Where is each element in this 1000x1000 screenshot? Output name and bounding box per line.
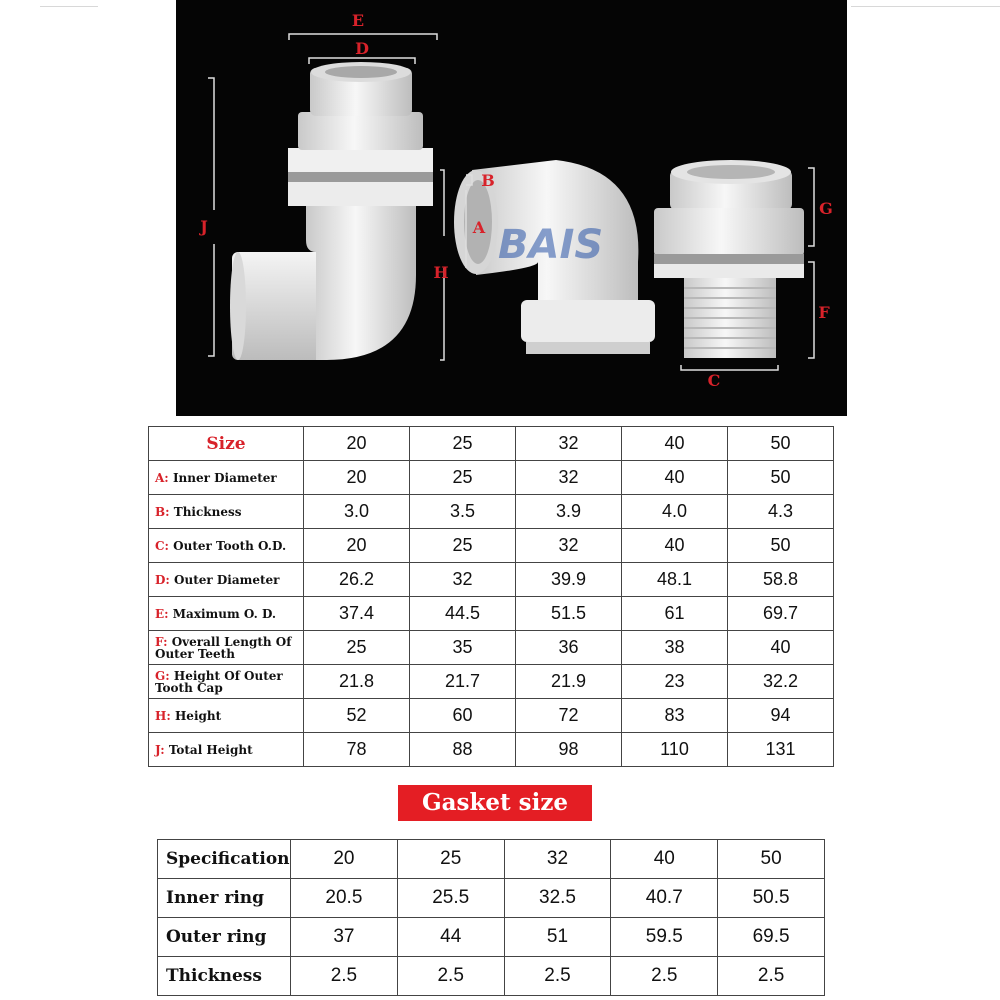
spec-cell: 50: [728, 529, 834, 563]
dim-label-d: D: [355, 39, 369, 58]
dim-label-c: C: [707, 371, 721, 390]
spec-row-label: [149, 699, 304, 733]
spec-name: Height Of Outer Tooth Cap: [155, 668, 283, 695]
spec-cell: 3.5: [410, 495, 516, 529]
gasket-cell: 44: [397, 918, 504, 957]
gasket-cell: 59.5: [611, 918, 718, 957]
gasket-cell: 2.5: [611, 957, 718, 996]
size-header-cell: 40: [622, 427, 728, 461]
spec-row-label: [149, 495, 304, 529]
spec-cell: 38: [622, 631, 728, 665]
spec-cell: 58.8: [728, 563, 834, 597]
spec-cell: 26.2: [304, 563, 410, 597]
gasket-row-label: Outer ring: [158, 918, 291, 957]
spec-cell: 94: [728, 699, 834, 733]
spec-cell: 40: [622, 461, 728, 495]
spec-cell: 37.4: [304, 597, 410, 631]
gasket-cell: 69.5: [718, 918, 825, 957]
spec-row-label: [149, 461, 304, 495]
spec-row-outer-tooth-od: [149, 529, 834, 563]
spec-cell: 21.9: [516, 665, 622, 699]
size-header-label: Size: [149, 427, 304, 461]
dim-label-g: G: [819, 199, 833, 218]
spec-cell: 4.0: [622, 495, 728, 529]
gasket-cell: 40.7: [611, 879, 718, 918]
spec-row-label: [149, 665, 304, 699]
spec-name: Inner Diameter: [172, 470, 277, 485]
spec-cell: 50: [728, 461, 834, 495]
spec-cell: 88: [410, 733, 516, 767]
gasket-cell: 37: [291, 918, 398, 957]
product-photo: [176, 0, 847, 416]
size-header-cell: 50: [728, 427, 834, 461]
spec-row-label: [149, 563, 304, 597]
spec-name: Outer Diameter: [174, 572, 280, 587]
spec-row-maximum-od: [149, 597, 834, 631]
size-header-cell: 32: [516, 427, 622, 461]
spec-row-label: [149, 529, 304, 563]
spec-key: F:: [155, 634, 168, 649]
spec-cell: 25: [410, 461, 516, 495]
gasket-cell: 20: [291, 840, 398, 879]
dim-label-b: B: [481, 171, 495, 190]
spec-cell: 39.9: [516, 563, 622, 597]
spec-row-total-height: [149, 733, 834, 767]
size-header-cell: 20: [304, 427, 410, 461]
spec-cell: 20: [304, 529, 410, 563]
gasket-cell: 32.5: [504, 879, 611, 918]
spec-name: Thickness: [173, 504, 242, 519]
gasket-row-label: Specification: [158, 840, 291, 879]
gasket-row-thickness: [158, 957, 825, 996]
spec-cell: 25: [410, 529, 516, 563]
spec-key: H:: [155, 708, 171, 723]
spec-name: Height: [174, 708, 222, 723]
dim-label-e: E: [351, 11, 365, 30]
top-rule-right: [851, 6, 1000, 7]
gasket-row-specification: [158, 840, 825, 879]
spec-cell: 32.2: [728, 665, 834, 699]
spec-cell: 48.1: [622, 563, 728, 597]
spec-row-label: [149, 631, 304, 665]
gasket-row-label: Inner ring: [158, 879, 291, 918]
spec-cell: 25: [304, 631, 410, 665]
spec-cell: 32: [516, 461, 622, 495]
gasket-cell: 40: [611, 840, 718, 879]
spec-cell: 78: [304, 733, 410, 767]
gasket-cell: 2.5: [504, 957, 611, 996]
size-header-cell: 25: [410, 427, 516, 461]
spec-key: D:: [155, 572, 170, 587]
spec-cell: 69.7: [728, 597, 834, 631]
dim-label-j: J: [200, 217, 208, 236]
spec-row-height: [149, 699, 834, 733]
spec-name: Overall Length Of Outer Teeth: [155, 634, 292, 661]
gasket-cell: 2.5: [718, 957, 825, 996]
dim-label-a: A: [472, 218, 486, 237]
spec-key: G:: [155, 668, 170, 683]
spec-key: A:: [155, 470, 169, 485]
spec-cell: 4.3: [728, 495, 834, 529]
spec-row-label: [149, 733, 304, 767]
spec-row-label: [149, 597, 304, 631]
gasket-cell: 50.5: [718, 879, 825, 918]
watermark-logo: BAIS: [498, 222, 604, 268]
spec-cell: 98: [516, 733, 622, 767]
spec-cell: 44.5: [410, 597, 516, 631]
dim-label-h: H: [433, 263, 449, 282]
gasket-cell: 2.5: [291, 957, 398, 996]
gasket-row-label: Thickness: [158, 957, 291, 996]
dim-label-f: F: [818, 303, 830, 322]
spec-cell: 21.7: [410, 665, 516, 699]
spec-name: Outer Tooth O.D.: [173, 538, 287, 553]
spec-cell: 60: [410, 699, 516, 733]
spec-row-thickness: [149, 495, 834, 529]
spec-header-row: [149, 427, 834, 461]
gasket-size-title: Gasket size: [398, 785, 592, 821]
top-rule-left: [40, 6, 98, 7]
spec-cell: 40: [622, 529, 728, 563]
spec-cell: 83: [622, 699, 728, 733]
spec-cell: 23: [622, 665, 728, 699]
spec-cell: 52: [304, 699, 410, 733]
gasket-row-inner-ring: [158, 879, 825, 918]
gasket-row-outer-ring: [158, 918, 825, 957]
fitting-illustration: [176, 0, 847, 416]
spec-cell: 131: [728, 733, 834, 767]
spec-cell: 20: [304, 461, 410, 495]
spec-cell: 32: [516, 529, 622, 563]
spec-cell: 110: [622, 733, 728, 767]
gasket-cell: 51: [504, 918, 611, 957]
spec-cell: 3.9: [516, 495, 622, 529]
gasket-cell: 20.5: [291, 879, 398, 918]
gasket-cell: 25.5: [397, 879, 504, 918]
spec-name: Total Height: [168, 742, 253, 757]
spec-cell: 21.8: [304, 665, 410, 699]
spec-cell: 40: [728, 631, 834, 665]
spec-key: B:: [155, 504, 170, 519]
spec-cell: 72: [516, 699, 622, 733]
spec-cell: 36: [516, 631, 622, 665]
spec-row-outer-teeth-length: [149, 631, 834, 665]
left-elbow-fitting: [230, 62, 433, 360]
spec-cell: 51.5: [516, 597, 622, 631]
spec-key: J:: [155, 742, 165, 757]
gasket-cell: 25: [397, 840, 504, 879]
spec-cell: 3.0: [304, 495, 410, 529]
spec-cell: 35: [410, 631, 516, 665]
right-straight-fitting: [654, 160, 804, 358]
size-spec-table: [148, 426, 834, 767]
gasket-size-table: [157, 839, 825, 996]
spec-row-inner-diameter: [149, 461, 834, 495]
spec-key: C:: [155, 538, 169, 553]
spec-key: E:: [155, 606, 169, 621]
spec-cell: 61: [622, 597, 728, 631]
spec-row-outer-diameter: [149, 563, 834, 597]
spec-cell: 32: [410, 563, 516, 597]
spec-name: Maximum O. D.: [172, 606, 277, 621]
spec-row-tooth-cap-height: [149, 665, 834, 699]
gasket-cell: 50: [718, 840, 825, 879]
gasket-cell: 32: [504, 840, 611, 879]
gasket-cell: 2.5: [397, 957, 504, 996]
